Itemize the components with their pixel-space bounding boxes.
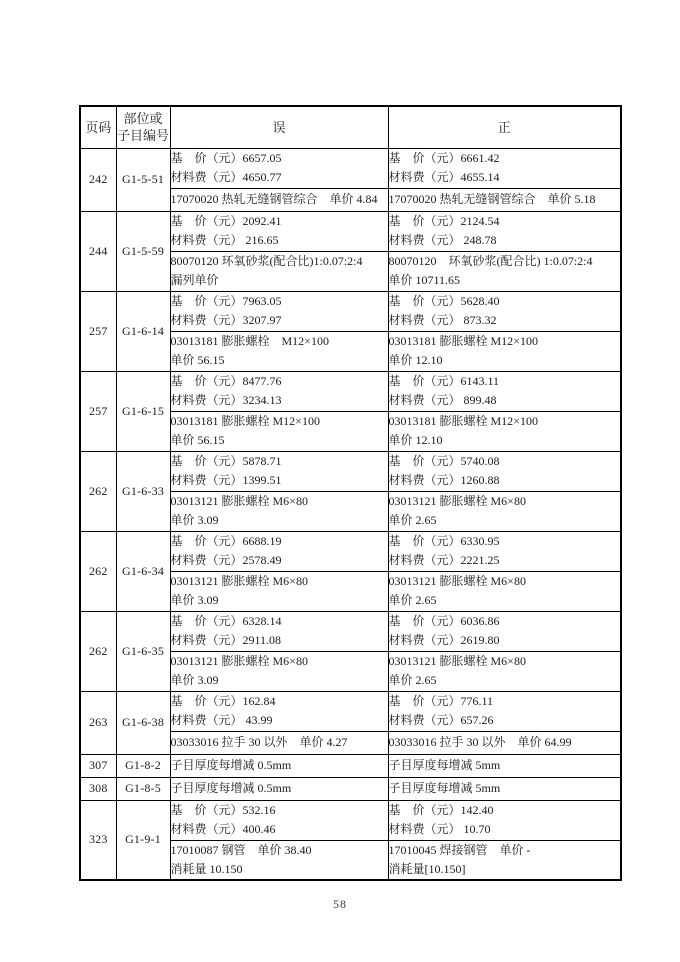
correct-cell (388, 291, 621, 331)
wrong-text-line: 03013121 膨胀螺栓 M6×80 (170, 574, 308, 588)
header-item-line2: 子目编号 (116, 128, 169, 144)
wrong-text-line: 材料费（元）3207.97 (170, 313, 282, 327)
page-number-cell: 323 (80, 800, 116, 880)
header-item-line1: 部位或 (123, 111, 163, 127)
wrong-text-line: 17070020 热轧无缝钢管综合 单价 4.84 (170, 192, 378, 206)
correct-text-line: 材料费（元）1260.88 (388, 473, 500, 487)
correct-text-line: 材料费（元）2619.80 (388, 633, 500, 647)
correct-text-line: 基 价（元）6661.42 (388, 151, 500, 165)
wrong-text-line: 单价 56.15 (170, 353, 225, 367)
item-number-cell: G1-8-5 (116, 777, 170, 800)
wrong-text-line: 单价 3.09 (170, 673, 219, 687)
correct-cell (388, 731, 621, 754)
correct-text-line: 单价 2.65 (388, 593, 437, 607)
wrong-text-line: 基 价（元）5878.71 (170, 454, 282, 468)
wrong-cell (170, 651, 388, 691)
header-correct-col: 正 (388, 106, 621, 148)
item-number-cell: G1-5-59 (116, 211, 170, 291)
correct-text-line: 材料费（元）657.26 (388, 713, 494, 727)
correct-text-line: 材料费（元） 248.78 (388, 233, 497, 247)
page-number-cell: 244 (80, 211, 116, 291)
correct-text-line: 单价 2.65 (388, 513, 437, 527)
errata-table-body (80, 148, 621, 880)
correct-text-line: 材料费（元） 10.70 (388, 822, 491, 836)
footer-page-number: 58 (333, 897, 347, 911)
wrong-cell (170, 754, 388, 777)
wrong-text-line: 消耗量 10.150 (170, 861, 243, 876)
correct-text-line: 基 价（元）6143.11 (388, 374, 500, 388)
correct-text-line: 03013121 膨胀螺栓 M6×80 (388, 494, 526, 508)
wrong-text-line: 子目厚度每增减 0.5mm (170, 758, 292, 772)
wrong-text-line: 17010087 钢管 单价 38.40 (170, 842, 312, 857)
wrong-cell (170, 291, 388, 331)
wrong-text-line: 漏列单价 (170, 273, 219, 287)
wrong-text-line: 材料费（元）1399.51 (170, 473, 282, 487)
correct-text-line: 17010045 焊接钢管 单价 - (388, 842, 531, 857)
table-row (80, 777, 621, 800)
correct-text-line: 03013121 膨胀螺栓 M6×80 (388, 574, 526, 588)
wrong-text-line: 基 价（元）8477.76 (170, 374, 282, 388)
wrong-cell (170, 331, 388, 371)
correct-cell (388, 651, 621, 691)
item-number-cell: G1-5-51 (116, 148, 170, 211)
table-row (80, 451, 621, 491)
wrong-cell (170, 731, 388, 754)
correct-text-line: 03013181 膨胀螺栓 M12×100 (388, 334, 538, 348)
wrong-text-line: 材料费（元）2578.49 (170, 553, 282, 567)
wrong-cell (170, 371, 388, 411)
correct-cell (388, 754, 621, 777)
page-number-cell: 257 (80, 291, 116, 371)
correct-text-line: 03033016 拉手 30 以外 单价 64.99 (388, 735, 572, 749)
wrong-cell (170, 840, 388, 880)
item-number-cell: G1-6-33 (116, 451, 170, 531)
correct-cell (388, 451, 621, 491)
table-row (80, 754, 621, 777)
correct-cell (388, 571, 621, 611)
item-number-cell: G1-9-1 (116, 800, 170, 880)
correct-text-line: 材料费（元）2221.25 (388, 553, 500, 567)
wrong-cell (170, 411, 388, 451)
errata-table (79, 105, 622, 881)
page-number-cell: 307 (80, 754, 116, 777)
item-number-cell: G1-8-2 (116, 754, 170, 777)
table-row (80, 611, 621, 651)
correct-cell (388, 777, 621, 800)
table-row (80, 531, 621, 571)
wrong-text-line: 03033016 拉手 30 以外 单价 4.27 (170, 735, 348, 749)
correct-text-line: 单价 10711.65 (388, 273, 461, 287)
table-row (80, 148, 621, 188)
correct-cell (388, 251, 621, 291)
correct-cell (388, 691, 621, 731)
wrong-text-line: 材料费（元）2911.08 (170, 633, 282, 647)
page-number-cell: 262 (80, 451, 116, 531)
correct-cell (388, 840, 621, 880)
wrong-text-line: 单价 3.09 (170, 593, 219, 607)
wrong-text-line: 基 价（元）6688.19 (170, 534, 282, 548)
correct-text-line: 基 价（元）5628.40 (388, 294, 500, 308)
table-row (80, 291, 621, 331)
correct-text-line: 基 价（元）142.40 (388, 803, 494, 817)
wrong-text-line: 基 价（元）162.84 (170, 694, 276, 708)
correct-cell (388, 411, 621, 451)
table-row (80, 211, 621, 251)
wrong-text-line: 03013121 膨胀螺栓 M6×80 (170, 654, 308, 668)
correct-cell (388, 611, 621, 651)
correct-text-line: 材料费（元） 873.32 (388, 313, 497, 327)
wrong-cell (170, 611, 388, 651)
table-row (80, 800, 621, 840)
correct-text-line: 80070120 环氧砂浆(配合比) 1:0.07:2:4 (388, 254, 593, 268)
correct-text-line: 17070020 热轧无缝钢管综合 单价 5.18 (388, 192, 596, 206)
wrong-cell (170, 491, 388, 531)
wrong-text-line: 基 价（元）6657.05 (170, 151, 282, 165)
item-number-cell: G1-6-34 (116, 531, 170, 611)
wrong-cell (170, 188, 388, 211)
wrong-cell (170, 777, 388, 800)
correct-cell (388, 148, 621, 188)
table-row (80, 691, 621, 731)
correct-cell (388, 211, 621, 251)
correct-cell (388, 188, 621, 211)
correct-text-line: 子目厚度每增减 5mm (388, 781, 501, 795)
item-number-cell: G1-6-15 (116, 371, 170, 451)
correct-text-line: 单价 2.65 (388, 673, 437, 687)
wrong-text-line: 03013121 膨胀螺栓 M6×80 (170, 494, 308, 508)
item-number-cell: G1-6-14 (116, 291, 170, 371)
wrong-cell (170, 148, 388, 188)
header-wrong-col: 误 (170, 106, 388, 148)
correct-cell (388, 491, 621, 531)
wrong-text-line: 基 价（元）6328.14 (170, 614, 282, 628)
table-row (80, 371, 621, 411)
wrong-cell (170, 691, 388, 731)
header-item-col (116, 106, 170, 148)
wrong-text-line: 材料费（元）4650.77 (170, 170, 282, 184)
wrong-cell (170, 451, 388, 491)
correct-cell (388, 531, 621, 571)
correct-text-line: 基 价（元）5740.08 (388, 454, 500, 468)
correct-cell (388, 331, 621, 371)
page-number-cell: 257 (80, 371, 116, 451)
wrong-text-line: 基 价（元）7963.05 (170, 294, 282, 308)
wrong-text-line: 材料费（元） 216.65 (170, 233, 279, 247)
wrong-cell (170, 531, 388, 571)
correct-text-line: 消耗量[10.150] (388, 861, 466, 876)
correct-text-line: 材料费（元） 899.48 (388, 393, 497, 407)
wrong-text-line: 80070120 环氧砂浆(配合比)1:0.07:2:4 (170, 254, 363, 268)
correct-text-line: 03013181 膨胀螺栓 M12×100 (388, 414, 538, 428)
wrong-cell (170, 571, 388, 611)
page-number-cell: 242 (80, 148, 116, 211)
correct-text-line: 材料费（元）4655.14 (388, 170, 500, 184)
wrong-text-line: 基 价（元）532.16 (170, 803, 276, 817)
page-number-cell: 262 (80, 611, 116, 691)
correct-text-line: 单价 12.10 (388, 353, 443, 367)
correct-text-line: 03013121 膨胀螺栓 M6×80 (388, 654, 526, 668)
wrong-cell (170, 211, 388, 251)
correct-text-line: 子目厚度每增减 5mm (388, 758, 501, 772)
item-number-cell: G1-6-35 (116, 611, 170, 691)
correct-text-line: 基 价（元）2124.54 (388, 214, 500, 228)
wrong-text-line: 材料费（元）400.46 (170, 822, 276, 836)
correct-text-line: 单价 12.10 (388, 433, 443, 447)
wrong-text-line: 03013181 膨胀螺栓 M12×100 (170, 414, 320, 428)
wrong-text-line: 单价 56.15 (170, 433, 225, 447)
wrong-cell (170, 800, 388, 840)
correct-text-line: 基 价（元）776.11 (388, 694, 494, 708)
correct-cell (388, 371, 621, 411)
wrong-text-line: 03013181 膨胀螺栓 M12×100 (170, 334, 329, 348)
table-header-row (80, 106, 621, 148)
correct-text-line: 基 价（元）6330.95 (388, 534, 500, 548)
wrong-cell (170, 251, 388, 291)
wrong-text-line: 材料费（元）3234.13 (170, 393, 282, 407)
wrong-text-line: 子目厚度每增减 0.5mm (170, 781, 292, 795)
page-number-cell: 263 (80, 691, 116, 754)
correct-text-line: 基 价（元）6036.86 (388, 614, 500, 628)
wrong-text-line: 单价 3.09 (170, 513, 219, 527)
item-number-cell: G1-6-38 (116, 691, 170, 754)
correct-cell (388, 800, 621, 840)
page-number-cell: 308 (80, 777, 116, 800)
header-page-col: 页码 (80, 106, 116, 148)
wrong-text-line: 材料费（元） 43.99 (170, 713, 273, 727)
page-number-cell: 262 (80, 531, 116, 611)
wrong-text-line: 基 价（元）2092.41 (170, 214, 282, 228)
